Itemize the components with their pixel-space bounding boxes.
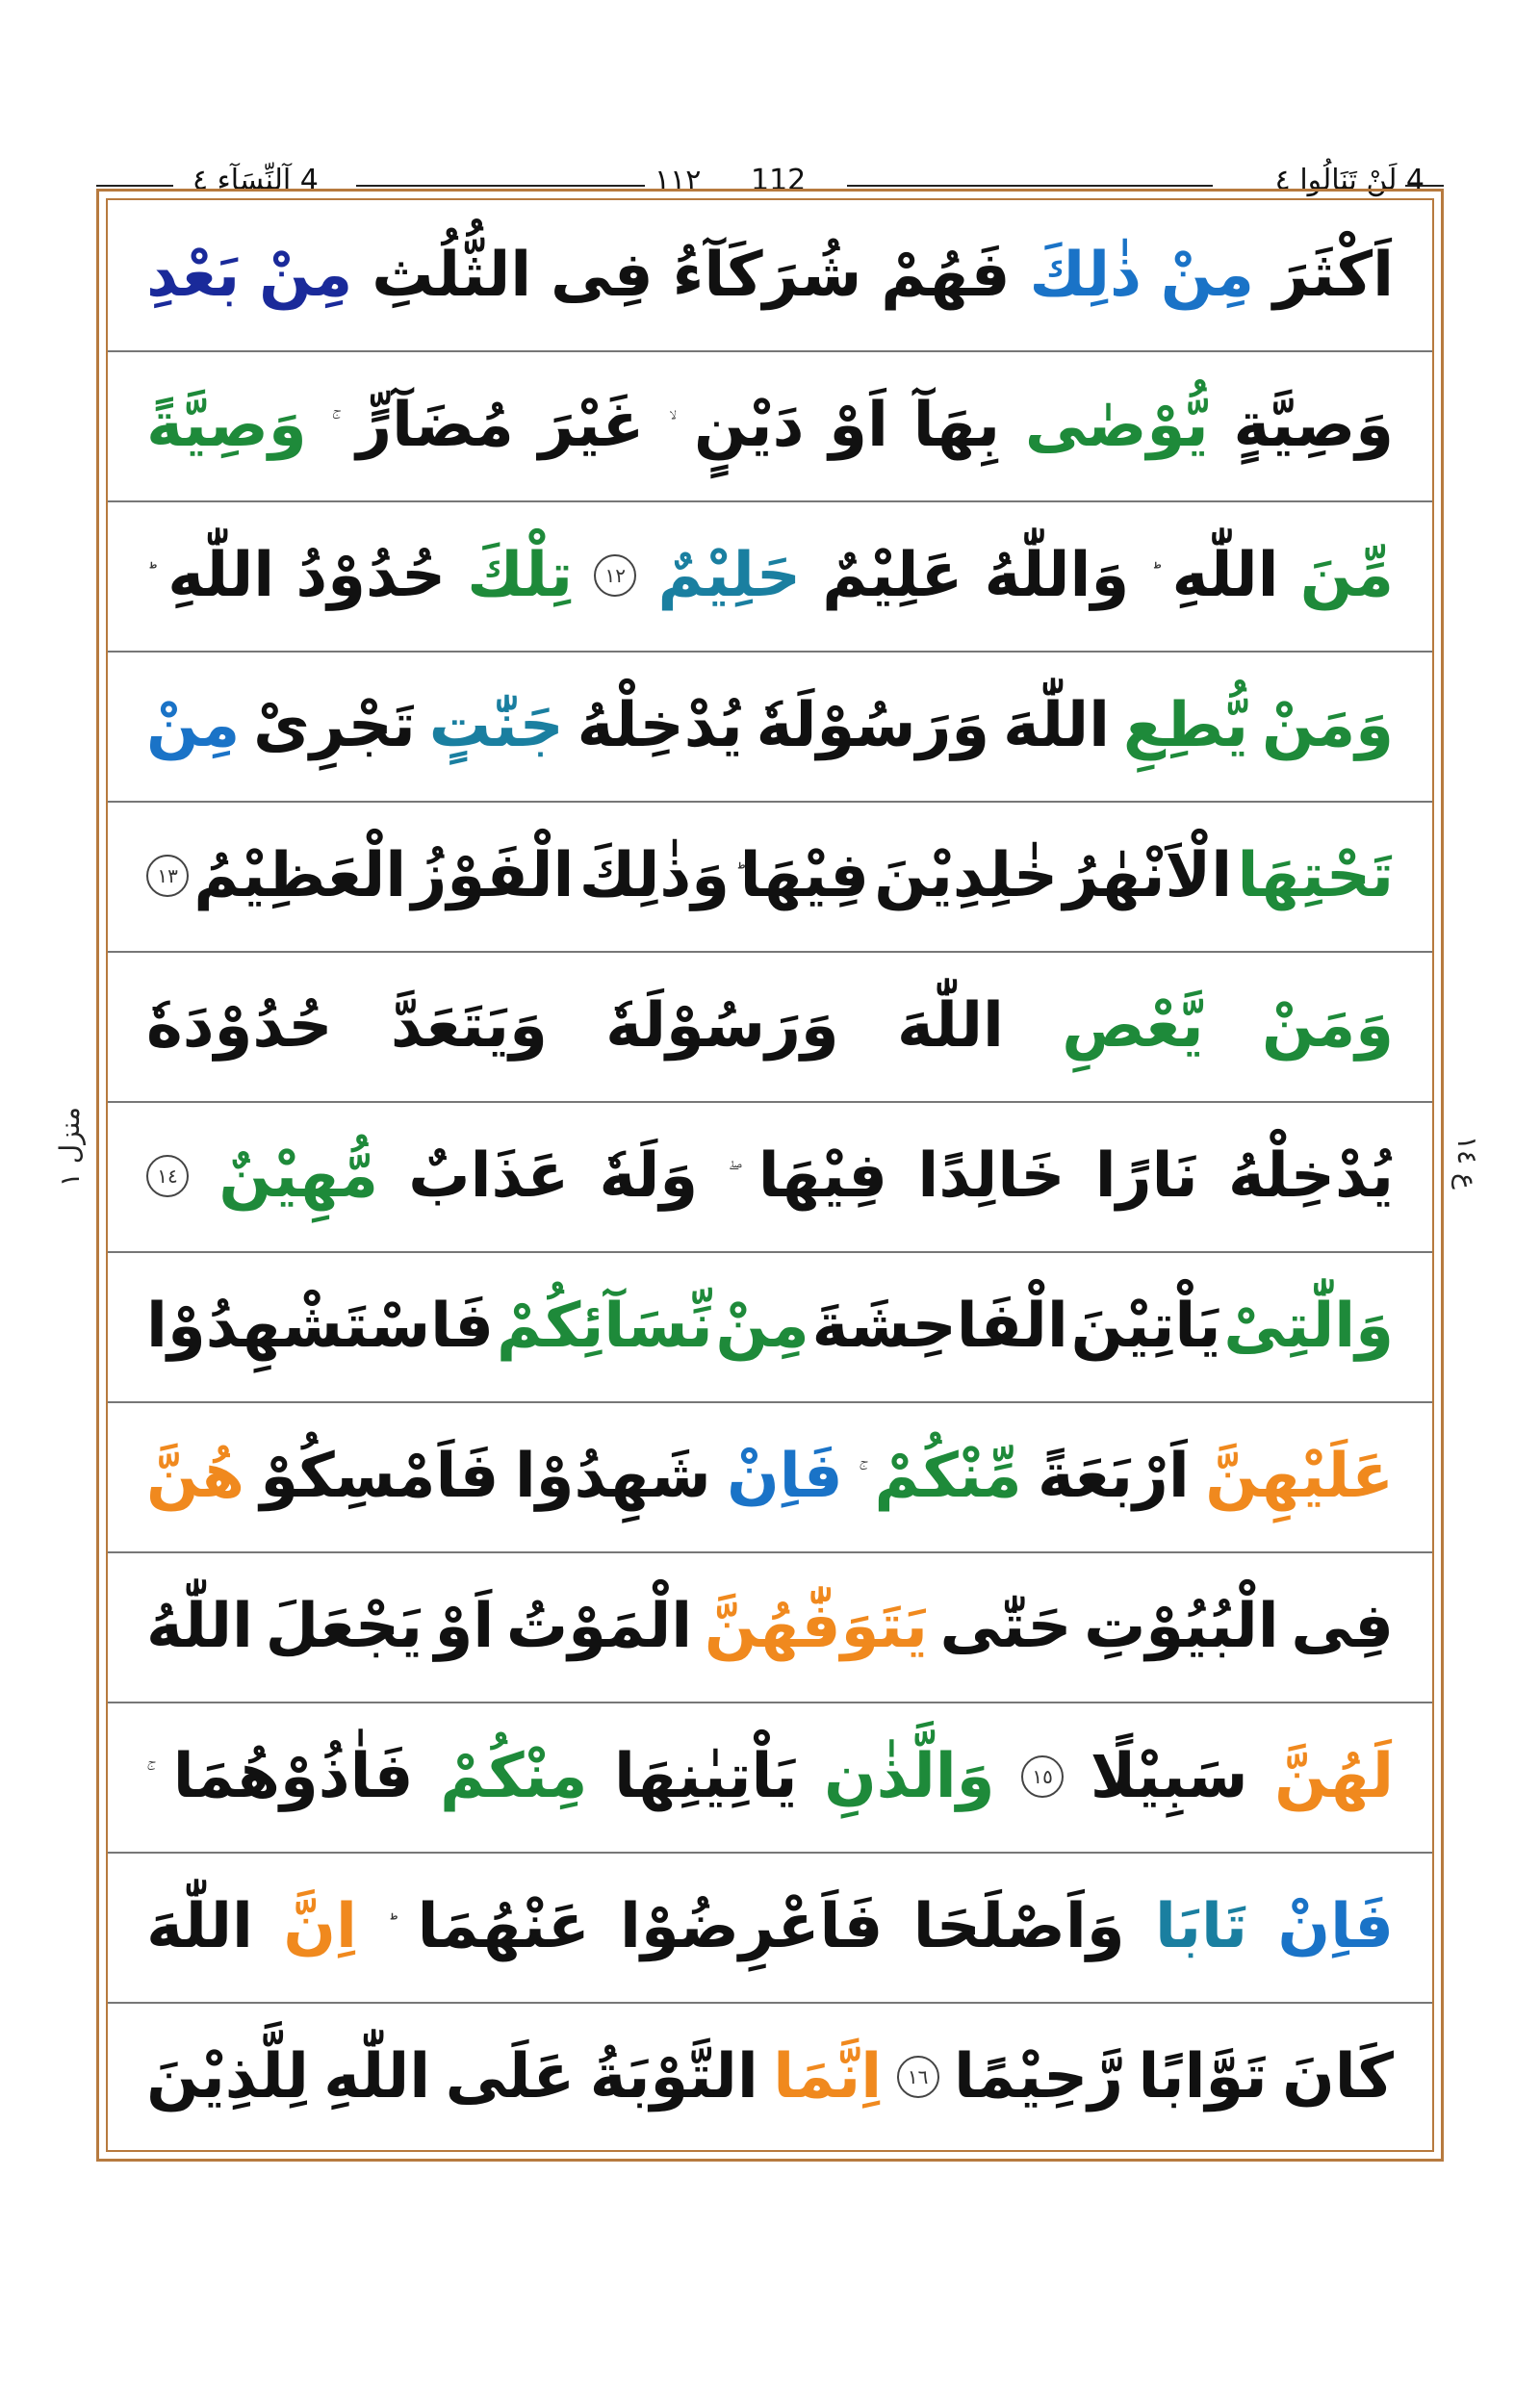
word: يُّطِعِ: [1122, 690, 1249, 761]
word: مِّنْكُمْ: [874, 1441, 1022, 1512]
word: الْاَنْهٰرُ: [1063, 840, 1233, 911]
word: وَيَتَعَدَّ: [390, 990, 548, 1062]
word: اللّٰهَ: [897, 990, 1004, 1062]
word: الْمَوْتُ: [505, 1591, 693, 1662]
word: وَاللّٰهُ: [984, 540, 1130, 611]
word: يَجْعَلَ: [265, 1591, 423, 1662]
page-number: 112: [751, 164, 807, 197]
word: تِلْكَ: [467, 540, 574, 611]
word: وَصِيَّةً: [146, 390, 307, 461]
text-line: [108, 651, 1432, 801]
word: اِنَّمَا: [773, 2041, 883, 2112]
word: فِيْهَا: [739, 840, 869, 911]
word: وَمَنْ: [1262, 990, 1394, 1062]
word: وَالَّذٰنِ: [824, 1741, 995, 1812]
word: شُرَكَآءُ: [672, 240, 862, 311]
line-divider: [108, 1101, 1432, 1103]
line-divider: [108, 1852, 1432, 1854]
word: تَحْتِهَا: [1237, 840, 1394, 911]
word: حَلِيْمٌ: [657, 540, 802, 611]
word: فَاِنْ: [727, 1441, 843, 1512]
word: عَلَى: [445, 2041, 576, 2112]
word: فَاسْتَشْهِدُوْا: [146, 1291, 495, 1362]
word: يَاْتِيٰنِهَا: [613, 1741, 798, 1812]
word: فَهُمْ: [881, 240, 1011, 311]
word: خَالِدًا: [917, 1140, 1065, 1212]
word: فَاَمْسِكُوْ: [260, 1441, 500, 1512]
line-divider: [108, 500, 1432, 502]
word: اللّٰهُ: [146, 1591, 253, 1662]
text-line: [108, 1401, 1432, 1551]
word: مِنْ: [146, 690, 241, 761]
word: تَابَا: [1154, 1891, 1248, 1962]
surah-name: 4 آلنِّسَآء ٤: [192, 164, 319, 197]
word: وَصِيَّةٍ: [1233, 390, 1394, 461]
line-divider: [108, 1251, 1432, 1253]
word: وَرَسُوْلَهٗ: [605, 990, 839, 1062]
word: خٰلِدِيْنَ: [874, 840, 1059, 911]
manzil-marker: منزل ١: [54, 1107, 86, 1188]
line-divider: [108, 350, 1432, 352]
text-line: [108, 2002, 1432, 2152]
header-rule: [96, 185, 173, 187]
text-line: [108, 1101, 1432, 1251]
word: حُدُوْدَهٗ: [146, 990, 333, 1062]
word: عَلِيْمٌ: [822, 540, 963, 611]
word: لِلَّذِيْنَ: [146, 2041, 309, 2112]
word: عَلَيْهِنَّ: [1205, 1441, 1394, 1512]
line-divider: [108, 801, 1432, 803]
word: جَنّٰتٍ: [428, 690, 564, 761]
word: نَارًا: [1094, 1140, 1198, 1212]
word: فَاٰذُوْهُمَا: [172, 1741, 414, 1812]
line-divider: [108, 651, 1432, 653]
word: وَرَسُوْلَهٗ: [756, 690, 990, 761]
text-line: [108, 200, 1432, 350]
word: فِيْهَا: [757, 1140, 888, 1212]
text-line: [108, 350, 1432, 500]
word: مُّهِيْنٌ: [218, 1140, 378, 1212]
word: مِنْ: [259, 240, 353, 311]
word: يُّوْصٰى: [1024, 390, 1209, 461]
text-line: [108, 1852, 1432, 2002]
word: الْفَوْزُ: [411, 840, 575, 911]
word: مُضَآرٍّ: [356, 390, 514, 461]
word: هُنَّ: [146, 1441, 244, 1512]
line-divider: [108, 951, 1432, 953]
word: ذٰلِكَ: [1029, 240, 1142, 311]
text-line: [108, 801, 1432, 951]
word: عَنْهُمَا: [417, 1891, 590, 1962]
text-line: [108, 1251, 1432, 1401]
word: لَهُنَّ: [1274, 1741, 1394, 1812]
word: دَيْنٍ: [693, 390, 805, 461]
text-line: [108, 951, 1432, 1101]
word: اللّٰهِ: [167, 540, 275, 611]
text-line: [108, 1702, 1432, 1852]
line-divider: [108, 1702, 1432, 1703]
word: غَيْرَ: [538, 390, 645, 461]
word: مِنْ: [715, 1291, 809, 1362]
word: الْعَظِيْمُ: [193, 840, 407, 911]
word: حَتّٰى: [939, 1591, 1072, 1662]
line-divider: [108, 1551, 1432, 1553]
word: وَاَصْلَحَا: [912, 1891, 1125, 1962]
word: تَوَّابًا: [1138, 2041, 1268, 2112]
line-divider: [108, 2002, 1432, 2004]
word: اَوْ: [829, 390, 888, 461]
word: اللّٰهِ: [323, 2041, 431, 2112]
word: نِّسَآئِكُمْ: [496, 1291, 713, 1362]
page-number-arabic: ١١٢: [654, 164, 702, 197]
word: الثُّلُثِ: [372, 240, 532, 311]
word: بِهَآ: [912, 390, 1001, 461]
juz-name: 4 لَنْ تَنَالُوا ٤: [1274, 164, 1424, 197]
word: التَّوْبَةُ: [589, 2041, 758, 2112]
word: كَانَ: [1282, 2041, 1394, 2112]
word: مِنْ: [1160, 240, 1255, 311]
word: رَّحِيْمًا: [954, 2041, 1124, 2112]
text-line: [108, 500, 1432, 651]
ayah-number-marker: ١٣: [146, 855, 189, 897]
ayah-number-marker: ١٦: [897, 2056, 939, 2098]
text-lines: [108, 200, 1432, 2150]
word: فِى: [551, 240, 654, 311]
word: وَذٰلِكَ: [578, 840, 731, 911]
word: اَكْثَرَ: [1272, 240, 1394, 311]
word: يُدْخِلْهُ: [577, 690, 743, 761]
ruku-marker: ع ١٤: [1451, 1136, 1483, 1190]
word: فَاَعْرِضُوْا: [620, 1891, 884, 1962]
word: وَالّٰتِىْ: [1223, 1291, 1394, 1362]
ayah-number-marker: ١٢: [594, 554, 636, 597]
word: يَتَوَفّٰهُنَّ: [704, 1591, 928, 1662]
word: اَرْبَعَةً: [1038, 1441, 1190, 1512]
ayah-number-marker: ١٤: [146, 1155, 189, 1197]
word: مِّنَ: [1299, 540, 1394, 611]
word: عَذَابٌ: [408, 1140, 570, 1212]
word: شَهِدُوْا: [514, 1441, 711, 1512]
word: اللّٰهِ: [1171, 540, 1279, 611]
word: اِنَّ: [283, 1891, 357, 1962]
word: حُدُوْدُ: [295, 540, 447, 611]
line-divider: [108, 1401, 1432, 1403]
word: يُدْخِلْهُ: [1227, 1140, 1394, 1212]
word: بَعْدِ: [146, 240, 241, 311]
word: سَبِيْلًا: [1090, 1741, 1248, 1812]
word: اللّٰهَ: [146, 1891, 253, 1962]
ayah-number-marker: ١٥: [1021, 1755, 1064, 1798]
word: وَمَنْ: [1262, 690, 1394, 761]
word: الْبُيُوْتِ: [1084, 1591, 1279, 1662]
word: وَلَهٗ: [599, 1140, 699, 1212]
word: تَجْرِىْ: [253, 690, 416, 761]
word: فَاِنْ: [1277, 1891, 1394, 1962]
word: الْفَاحِشَةَ: [811, 1291, 1068, 1362]
header-rule: [847, 185, 1213, 187]
word: يَّعْصِ: [1062, 990, 1204, 1062]
word: اَوْ: [434, 1591, 495, 1662]
word: فِى: [1291, 1591, 1394, 1662]
text-line: [108, 1551, 1432, 1702]
word: اللّٰهَ: [1003, 690, 1111, 761]
word: يَاْتِيْنَ: [1070, 1291, 1221, 1362]
word: مِنْكُمْ: [440, 1741, 588, 1812]
header-rule: [356, 185, 645, 187]
